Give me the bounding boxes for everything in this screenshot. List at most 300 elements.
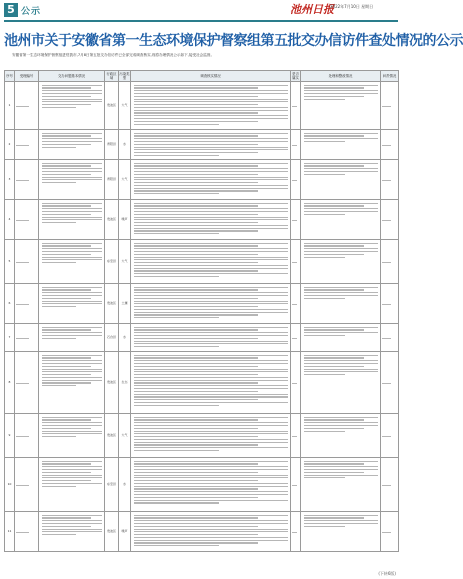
- text-line: [134, 115, 288, 116]
- text-line: [42, 101, 102, 102]
- text-line: [42, 428, 92, 429]
- text-line: [42, 338, 76, 339]
- verified-cell: [291, 284, 301, 324]
- text-line: [42, 96, 92, 97]
- text-line: [134, 225, 288, 226]
- text-line: [134, 301, 288, 302]
- text-line: [382, 262, 391, 263]
- rectification-result: [301, 324, 381, 352]
- text-line: [134, 341, 288, 342]
- text-line: [134, 369, 288, 370]
- text-line: [134, 497, 259, 498]
- pollution-type-cell: 大气: [119, 414, 131, 458]
- text-line: [134, 517, 259, 518]
- text-line: [134, 163, 288, 164]
- text-line: [304, 168, 378, 169]
- text-line: [134, 431, 288, 432]
- text-line: [382, 220, 391, 221]
- text-line: [42, 374, 92, 375]
- receipt-id: [15, 82, 39, 130]
- text-line: [304, 245, 365, 246]
- text-line: [42, 104, 92, 105]
- text-line: [134, 523, 288, 524]
- text-line: [42, 99, 102, 100]
- text-line: [134, 254, 259, 255]
- text-line: [134, 475, 288, 476]
- region-cell: 石台县: [105, 324, 119, 352]
- text-line: [42, 472, 92, 473]
- page-number: 5: [4, 3, 18, 17]
- text-line: [42, 486, 76, 487]
- rectification-result: [301, 414, 381, 458]
- text-line: [134, 447, 288, 448]
- text-line: [134, 385, 288, 386]
- text-line: [382, 436, 391, 437]
- text-line: [292, 220, 297, 221]
- text-line: [134, 494, 288, 495]
- text-line: [292, 436, 297, 437]
- text-line: [134, 230, 259, 231]
- issue-summary: [39, 352, 105, 414]
- text-line: [134, 312, 288, 313]
- text-line: [304, 428, 365, 429]
- text-line: [382, 106, 391, 107]
- text-line: [42, 171, 102, 172]
- text-line: [42, 306, 76, 307]
- investigation-result: [131, 130, 291, 160]
- text-line: [42, 93, 102, 94]
- region-cell: 贵池区: [105, 414, 119, 458]
- text-line: [304, 363, 378, 364]
- text-line: [134, 515, 288, 516]
- text-line: [42, 477, 102, 478]
- receipt-id: [15, 130, 39, 160]
- text-line: [382, 383, 391, 384]
- text-line: [134, 205, 259, 206]
- text-line: [42, 287, 102, 288]
- text-line: [134, 428, 259, 429]
- text-line: [134, 270, 259, 271]
- text-line: [42, 327, 102, 328]
- text-line: [42, 165, 92, 166]
- text-line: [42, 222, 76, 223]
- table-row: [5, 200, 399, 240]
- row-number: 7: [5, 324, 15, 352]
- verified-cell: [291, 130, 301, 160]
- text-line: [134, 526, 259, 527]
- rectification-result: [301, 240, 381, 284]
- text-line: [304, 165, 365, 166]
- text-line: [16, 485, 29, 486]
- text-line: [42, 262, 76, 263]
- text-line: [304, 171, 378, 172]
- text-line: [134, 268, 288, 269]
- text-line: [304, 517, 365, 518]
- text-line: [42, 363, 102, 364]
- issue-summary: [39, 160, 105, 200]
- text-line: [42, 431, 102, 432]
- verified-cell: [291, 458, 301, 512]
- text-line: [134, 542, 259, 543]
- text-line: [42, 144, 92, 145]
- text-line: [134, 439, 288, 440]
- text-line: [134, 531, 288, 532]
- investigation-result: [131, 458, 291, 512]
- text-line: [42, 85, 102, 86]
- text-line: [134, 317, 220, 318]
- text-line: [134, 292, 288, 293]
- region-cell: 东至县: [105, 240, 119, 284]
- text-line: [304, 174, 346, 175]
- text-line: [382, 532, 391, 533]
- text-line: [134, 144, 259, 145]
- text-line: [304, 292, 378, 293]
- rectification-result: [301, 82, 381, 130]
- receipt-id: [15, 512, 39, 552]
- text-line: [304, 371, 378, 372]
- table-row: [5, 352, 399, 414]
- row-number: 1: [5, 82, 15, 130]
- text-line: [134, 469, 288, 470]
- issue-summary: [39, 82, 105, 130]
- text-line: [304, 357, 365, 358]
- text-line: [304, 99, 346, 100]
- text-line: [134, 529, 288, 530]
- text-line: [304, 96, 365, 97]
- text-line: [16, 532, 29, 533]
- text-line: [304, 138, 378, 139]
- text-line: [134, 502, 220, 503]
- text-line: [292, 304, 297, 305]
- text-line: [134, 433, 288, 434]
- text-line: [292, 485, 297, 486]
- intro-paragraph: 安徽省第一生态环境保护督察组进驻我市,7月8日第五批交办信访件已全部完成调查核实,现将办理情况公示如下,接受社会监督。: [12, 53, 215, 57]
- issue-summary: [39, 200, 105, 240]
- text-line: [42, 168, 102, 169]
- text-line: [304, 417, 378, 418]
- investigation-result: [131, 414, 291, 458]
- text-line: [42, 219, 102, 220]
- investigation-result: [131, 352, 291, 414]
- accountability-cell: [381, 82, 399, 130]
- text-line: [134, 399, 259, 400]
- column-header: 交办问题基本情况: [39, 71, 105, 82]
- text-line: [304, 295, 378, 296]
- text-line: [134, 295, 288, 296]
- text-line: [16, 220, 29, 221]
- text-line: [304, 419, 365, 420]
- text-line: [42, 385, 76, 386]
- text-line: [134, 219, 288, 220]
- text-line: [382, 145, 391, 146]
- text-line: [134, 155, 220, 156]
- text-line: [42, 217, 102, 218]
- text-line: [304, 203, 378, 204]
- text-line: [382, 304, 391, 305]
- region-cell: 贵池区: [105, 200, 119, 240]
- pollution-type-cell: 大气: [119, 240, 131, 284]
- text-line: [134, 185, 288, 186]
- text-line: [134, 96, 259, 97]
- issue-summary: [39, 130, 105, 160]
- rectification-result: [301, 200, 381, 240]
- text-line: [42, 515, 102, 516]
- table-row: [5, 284, 399, 324]
- text-line: [134, 363, 288, 364]
- row-number: 10: [5, 458, 15, 512]
- text-line: [304, 93, 378, 94]
- issue-summary: [39, 324, 105, 352]
- row-number: 5: [5, 240, 15, 284]
- text-line: [42, 254, 92, 255]
- text-line: [42, 182, 76, 183]
- text-line: [134, 87, 259, 88]
- table-row: [5, 458, 399, 512]
- pollution-type-cell: 水: [119, 130, 131, 160]
- verified-cell: [291, 414, 301, 458]
- text-line: [42, 251, 102, 252]
- text-line: [42, 179, 102, 180]
- text-line: [42, 417, 102, 418]
- text-line: [42, 135, 92, 136]
- text-line: [42, 475, 102, 476]
- text-line: [292, 180, 297, 181]
- row-number: 4: [5, 200, 15, 240]
- text-line: [16, 145, 29, 146]
- row-number: 11: [5, 512, 15, 552]
- text-line: [134, 377, 288, 378]
- text-line: [42, 436, 76, 437]
- text-line: [304, 205, 365, 206]
- verified-cell: [291, 240, 301, 284]
- receipt-id: [15, 414, 39, 458]
- text-line: [292, 383, 297, 384]
- text-line: [304, 298, 346, 299]
- text-line: [134, 257, 288, 258]
- text-line: [42, 360, 102, 361]
- text-line: [134, 355, 288, 356]
- text-line: [304, 360, 378, 361]
- verified-cell: [291, 324, 301, 352]
- text-line: [134, 346, 220, 347]
- issue-summary: [39, 414, 105, 458]
- text-line: [134, 303, 288, 304]
- text-line: [42, 422, 102, 423]
- text-line: [16, 338, 29, 339]
- text-line: [134, 540, 288, 541]
- text-line: [134, 486, 288, 487]
- text-line: [134, 133, 288, 134]
- text-line: [134, 147, 288, 148]
- text-line: [42, 163, 102, 164]
- verified-cell: [291, 352, 301, 414]
- receipt-id: [15, 458, 39, 512]
- text-line: [42, 369, 102, 370]
- text-line: [134, 309, 288, 310]
- text-line: [134, 477, 288, 478]
- region-cell: 青阳县: [105, 130, 119, 160]
- column-header: 污染类型: [119, 72, 130, 80]
- investigation-result: [131, 240, 291, 284]
- column-header: 行政区域: [106, 72, 117, 80]
- text-line: [134, 289, 259, 290]
- text-line: [42, 289, 92, 290]
- text-line: [134, 273, 288, 274]
- region-cell: 贵池区: [105, 512, 119, 552]
- text-line: [134, 466, 288, 467]
- text-line: [134, 488, 259, 489]
- investigation-result: [131, 324, 291, 352]
- column-header: 序号: [5, 71, 15, 82]
- text-line: [304, 87, 365, 88]
- rectification-result: [301, 160, 381, 200]
- receipt-id: [15, 284, 39, 324]
- text-line: [134, 149, 288, 150]
- text-line: [304, 243, 378, 244]
- accountability-cell: [381, 240, 399, 284]
- text-line: [42, 366, 92, 367]
- text-line: [42, 211, 102, 212]
- text-line: [134, 248, 288, 249]
- column-header: 问责情况: [381, 71, 399, 82]
- text-line: [134, 388, 288, 389]
- text-line: [304, 90, 378, 91]
- text-line: [134, 338, 259, 339]
- text-line: [134, 545, 220, 546]
- verified-cell: [291, 82, 301, 130]
- text-line: [304, 163, 378, 164]
- text-line: [134, 332, 288, 333]
- text-line: [304, 477, 346, 478]
- pollution-type-cell: 水: [119, 324, 131, 352]
- text-line: [292, 532, 297, 533]
- text-line: [42, 425, 102, 426]
- verified-cell: [291, 200, 301, 240]
- text-line: [16, 106, 29, 107]
- issue-summary: [39, 512, 105, 552]
- text-line: [42, 355, 102, 356]
- issue-summary: [39, 284, 105, 324]
- text-line: [134, 193, 220, 194]
- rectification-result: [301, 130, 381, 160]
- region-cell: 贵池区: [105, 352, 119, 414]
- text-line: [42, 517, 92, 518]
- text-line: [304, 208, 378, 209]
- text-line: [134, 110, 288, 111]
- report-table: [4, 70, 398, 570]
- text-line: [304, 523, 378, 524]
- text-line: [42, 419, 92, 420]
- column-header: 调查核实情况: [131, 71, 291, 82]
- text-line: [134, 188, 288, 189]
- text-line: [304, 520, 378, 521]
- text-line: [304, 214, 346, 215]
- verified-cell: [291, 512, 301, 552]
- text-line: [304, 251, 378, 252]
- text-line: [16, 383, 29, 384]
- text-line: [134, 276, 220, 277]
- text-line: [134, 366, 259, 367]
- text-line: [134, 537, 288, 538]
- accountability-cell: [381, 352, 399, 414]
- investigation-result: [131, 82, 291, 130]
- text-line: [134, 463, 259, 464]
- text-line: [134, 298, 259, 299]
- table-row: [5, 414, 399, 458]
- text-line: [304, 425, 378, 426]
- text-line: [134, 168, 288, 169]
- row-number: 8: [5, 352, 15, 414]
- dateline: 2022年7月10日 星期日: [330, 4, 374, 9]
- text-line: [134, 101, 288, 102]
- text-line: [42, 483, 102, 484]
- text-line: [134, 444, 259, 445]
- text-line: [42, 357, 92, 358]
- rectification-result: [301, 284, 381, 324]
- text-line: [134, 374, 259, 375]
- text-line: [304, 374, 346, 375]
- text-line: [42, 377, 102, 378]
- text-line: [42, 469, 102, 470]
- text-line: [42, 523, 102, 524]
- text-line: [42, 433, 102, 434]
- pollution-type-cell: 大气: [119, 160, 131, 200]
- text-line: [16, 262, 29, 263]
- accountability-cell: [381, 324, 399, 352]
- accountability-cell: [381, 160, 399, 200]
- text-line: [304, 431, 346, 432]
- text-line: [134, 85, 288, 86]
- issue-summary: [39, 240, 105, 284]
- text-line: [134, 335, 288, 336]
- text-line: [42, 141, 102, 142]
- text-line: [134, 243, 288, 244]
- text-line: [42, 534, 76, 535]
- text-line: [292, 262, 297, 263]
- text-line: [134, 141, 288, 142]
- text-line: [134, 208, 288, 209]
- accountability-cell: [381, 130, 399, 160]
- text-line: [304, 135, 365, 136]
- region-cell: 贵池区: [105, 82, 119, 130]
- text-line: [42, 133, 102, 134]
- investigation-result: [131, 160, 291, 200]
- accountability-cell: [381, 284, 399, 324]
- text-line: [42, 463, 92, 464]
- text-line: [42, 292, 102, 293]
- text-line: [134, 360, 288, 361]
- text-line: [304, 475, 378, 476]
- region-cell: 东至县: [105, 458, 119, 512]
- text-line: [42, 177, 102, 178]
- text-line: [134, 371, 288, 372]
- text-line: [134, 483, 288, 484]
- text-line: [134, 99, 288, 100]
- text-line: [134, 182, 259, 183]
- column-header: 是否属实: [292, 72, 299, 80]
- rectification-result: [301, 458, 381, 512]
- receipt-id: [15, 200, 39, 240]
- text-line: [292, 338, 297, 339]
- text-line: [134, 382, 259, 383]
- text-line: [16, 436, 29, 437]
- text-line: [134, 211, 288, 212]
- text-line: [42, 248, 102, 249]
- receipt-id: [15, 324, 39, 352]
- row-number: 6: [5, 284, 15, 324]
- text-line: [134, 425, 288, 426]
- column-header: 处理和整改情况: [301, 71, 381, 82]
